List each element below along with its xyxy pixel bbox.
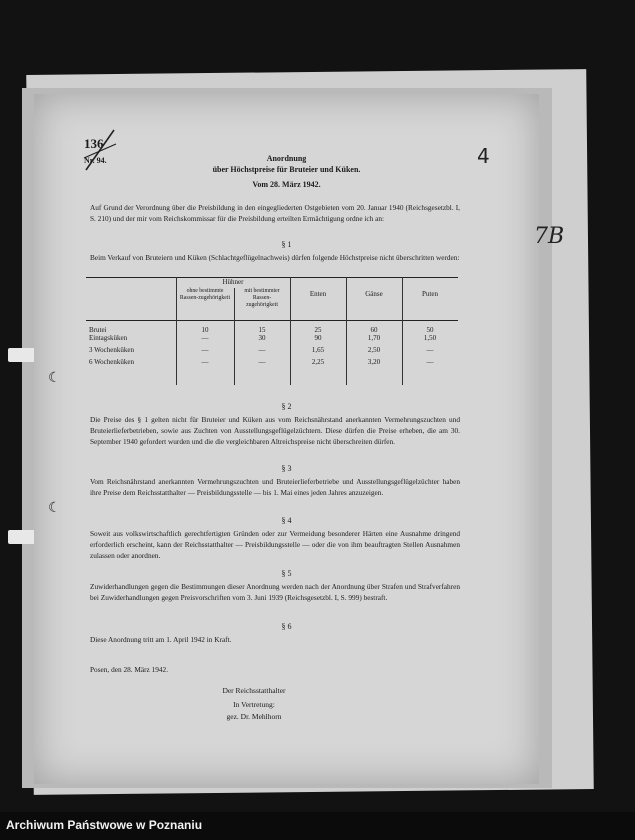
place-date: Posen, den 28. März 1942. [90,665,169,674]
table-cell: 2,25 [311,358,325,366]
handwritten-mark: 7B [534,224,565,249]
section-heading: § 4 [281,516,292,525]
signature-representation: In Vertretung: [233,700,275,709]
table-row [86,320,458,334]
title-line-3: Vom 28. März 1942. [252,180,321,189]
table-cell: — [258,346,266,354]
table-cell: 10 [201,326,209,334]
row-label: Brutei [89,326,107,334]
table-cell: — [201,358,209,366]
row-label: 3 Wochenküken [89,346,134,354]
table-cell: 90 [314,334,322,342]
table-group-header: Hühner [222,278,244,286]
punch-hole-icon: ☾ [48,371,61,386]
table-col-header: Puten [422,290,438,298]
table-cell: 1,65 [311,346,325,354]
punch-hole-icon: ☾ [48,501,61,516]
section-heading: § 2 [281,402,292,411]
page-number: 136 [84,136,104,151]
document-page [34,94,565,784]
section-text: Beim Verkauf von Bruteiern und Küken (Schlachtgeflügelnachweis) dürfen folgende Höchstpreise nicht überschritten werden: [90,253,460,262]
table-cell: 2,50 [367,346,381,354]
table-cell: — [426,358,434,366]
row-label: 6 Wochenküken [89,358,134,366]
section-text: Die Preise des § 1 gelten nicht für Bruteier und Küken aus vom Reichsnährstand anerkannten Vermehrungszuchten und Bruteierlieferbetrieben, sowie aus Zuchten von Ausstellungsgeflügelzüchtern. Diese dürfen die Preise erheben, die am 30. September 1940 gefordert wurden und die die vergleichbaren Altreichspreise nicht überschreiten dürfen. [90,415,460,446]
table-cell: — [201,334,209,342]
table-cell: — [201,346,209,354]
section-text: Diese Anordnung tritt am 1. April 1942 in Kraft. [90,635,232,644]
section-heading: § 6 [281,622,292,631]
section-heading: § 5 [281,569,292,578]
signature-name: gez. Dr. Mehlhorn [226,712,282,721]
signature-title: Der Reichsstatthalter [222,686,286,695]
section-text: Soweit aus volkswirtschaftlich gerechtfertigten Gründen oder zur Vermeidung besonderer Härten eine Ausnahme dringend erforderlich erscheint, kann der Reichsstatthalter — Preisbildungsstelle — oder die von ihm beauftragten Stellen Ausnahmen zulassen oder anordnen. [90,529,460,560]
table-row [86,358,458,370]
section-heading: § 1 [281,240,292,249]
table-cell: 30 [258,334,266,342]
table-cell: — [426,346,434,354]
section-heading: § 3 [281,464,292,473]
title-line-2: über Höchstpreise für Bruteier und Küken. [212,165,361,174]
table-cell: — [258,358,266,366]
title-line-1: Anordnung [266,154,307,163]
table-row [86,346,458,358]
table-cell: 1,50 [423,334,437,342]
section-text: Vom Reichsnährstand anerkannten Vermehrungszuchten und Bruteierlieferbetriebe und Ausstellungsgeflügelzüchter haben ihre Preise dem Reichsstatthalter — Preisbildungsstelle — bis 1. Mai eines jeden Jahres anzuzeigen. [90,477,460,497]
table-col-header: Enten [309,290,327,298]
table-cell: 60 [370,326,378,334]
intro-paragraph: Auf Grund der Verordnung über die Preisbildung in den eingegliederten Ostgebieten vom 20. Januar 1940 (Reichsgesetzbl. I, S. 210) und der mir vom Reichskommissar für die Preisbildung erteilten Ermächtigung ordne ich an: [90,203,460,223]
table-cell: 1,70 [367,334,381,342]
table-row [86,334,458,346]
table-cell: 3,20 [367,358,381,366]
table-col-header: ohne bestimmte Rassen-zugehörigkeit [179,288,231,301]
row-label: Eintagsküken [89,334,128,342]
archive-footer [0,814,635,840]
archive-label: Archiwum Państwowe w Poznaniu [6,818,203,832]
price-table [86,278,458,370]
section-text: Zuwiderhandlungen gegen die Bestimmungen dieser Anordnung werden nach der Anordnung über Strafen und Strafverfahren bei Zuwiderhandlungen gegen Preisvorschriften vom 3. Juni 1939 (Reichsgesetzbl. I, S. 999) bestraft. [90,582,460,602]
handwritten-number: 4 [477,144,490,168]
table-col-header: Gänse [365,290,383,298]
document-nr: Nr. 94. [84,156,107,165]
table-cell: 15 [258,326,266,334]
table-col-header: mit bestimmter Rassen-zugehörigkeit [244,288,280,308]
table-cell: 25 [314,326,322,334]
table-cell: 50 [426,326,434,334]
